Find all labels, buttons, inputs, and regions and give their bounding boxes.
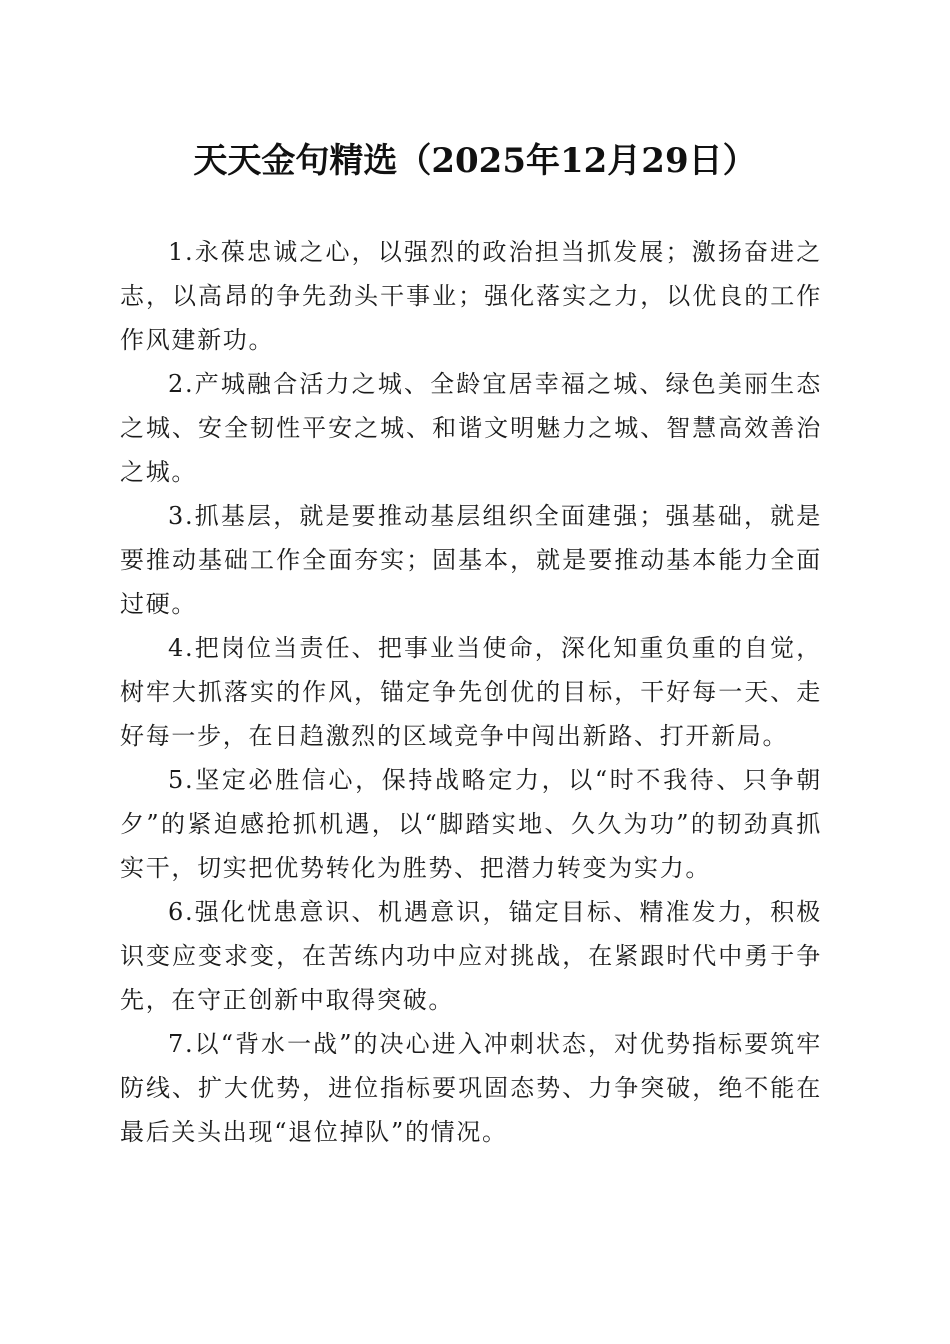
- paragraph-4: 4.把岗位当责任、把事业当使命，深化知重负重的自觉，树牢大抓落实的作风，锚定争先创优的目标，干好每一天、走好每一步，在日趋激烈的区域竞争中闯出新路、打开新局。: [120, 634, 822, 750]
- paragraph-6: 6.强化忧患意识、机遇意识，锚定目标、精准发力，积极识变应变求变，在苦练内功中应对挑战，在紧跟时代中勇于争先，在守正创新中取得突破。: [120, 898, 822, 1014]
- paragraph-3: 3.抓基层，就是要推动基层组织全面建强；强基础，就是要推动基础工作全面夯实；固基本，就是要推动基本能力全面过硬。: [120, 502, 822, 618]
- document-body: [120, 230, 822, 1154]
- paragraph-7: 7.以“背水一战”的决心进入冲刺状态，对优势指标要筑牢防线、扩大优势，进位指标要巩固态势、力争突破，绝不能在最后关头出现“退位掉队”的情况。: [120, 1030, 822, 1146]
- paragraph-1: 1.永葆忠诚之心，以强烈的政治担当抓发展；激扬奋进之志，以高昂的争先劲头干事业；强化落实之力，以优良的工作作风建新功。: [120, 238, 822, 354]
- paragraph-5: 5.坚定必胜信心，保持战略定力，以“时不我待、只争朝夕”的紧迫感抢抓机遇，以“脚踏实地、久久为功”的韧劲真抓实干，切实把优势转化为胜势、把潜力转变为实力。: [120, 766, 822, 882]
- document-title: 天天金句精选（2025年12月29日）: [193, 141, 757, 181]
- paragraph-2: 2.产城融合活力之城、全龄宜居幸福之城、绿色美丽生态之城、安全韧性平安之城、和谐文明魅力之城、智慧高效善治之城。: [120, 370, 822, 486]
